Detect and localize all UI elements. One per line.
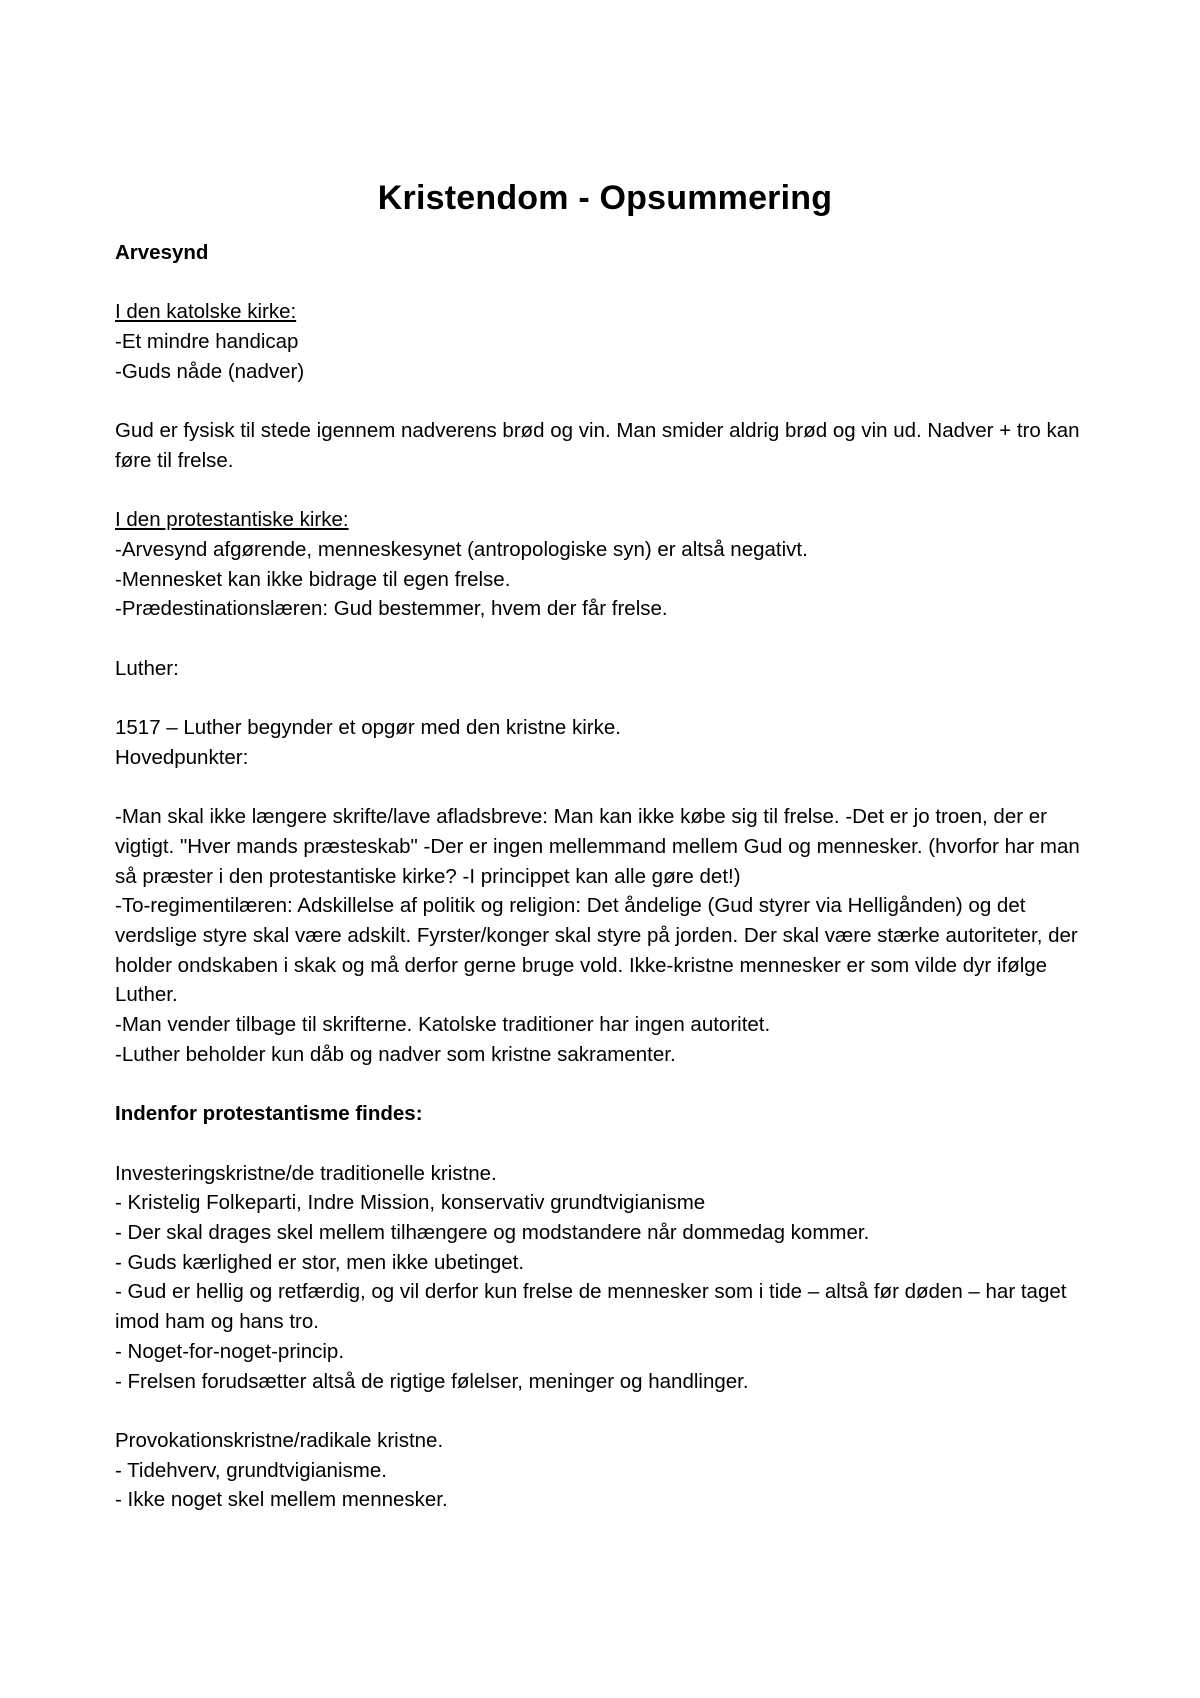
provokation-heading: Provokationskristne/radikale kristne.	[115, 1428, 444, 1452]
katolsk-heading: I den katolske kirke:	[115, 300, 297, 324]
luther-heading: Luther:	[115, 656, 179, 680]
katolsk-paragraph: Gud er fysisk til stede igennem nadverens brød og vin. Man smider aldrig brød og vin ud. Nadver + tro kan føre til frelse.	[115, 419, 1080, 472]
list-item: -Mennesket kan ikke bidrage til egen frelse.	[115, 567, 511, 591]
section-heading-arvesynd: Arvesynd	[115, 241, 209, 264]
list-item: - Tidehverv, grundtvigianisme.	[115, 1458, 387, 1482]
list-item: -Arvesynd afgørende, menneskesynet (antropologiske syn) er altså negativt.	[115, 537, 808, 561]
luther-intro: 1517 – Luther begynder et opgør med den kristne kirke.	[115, 716, 621, 740]
list-item: - Noget-for-noget-princip.	[115, 1339, 345, 1363]
spacer	[115, 1129, 1095, 1159]
list-item: - Guds kærlighed er stor, men ikke ubetinget.	[115, 1250, 525, 1274]
luther-point: -Luther beholder kun dåb og nadver som kristne sakramenter.	[115, 1042, 676, 1066]
spacer	[115, 1070, 1095, 1100]
spacer	[115, 773, 1095, 803]
document-page	[115, 176, 1095, 1515]
luther-point: -Man skal ikke længere skrifte/lave afladsbreve: Man kan ikke købe sig til frelse. -Det er jo troen, der er vigtigt. "Hver mands præsteskab" -Der er ingen mellemmand mellem Gud og mennesker. (hvorfor har man så præster i den protestantiske kirke? -I princippet kan alle gøre det!)	[115, 805, 1080, 888]
protestantisk-heading: I den protestantiske kirke:	[115, 508, 349, 532]
spacer	[115, 387, 1095, 417]
list-item: -Guds nåde (nadver)	[115, 359, 305, 383]
page-title: Kristendom - Opsummering	[377, 179, 833, 217]
spacer	[115, 1396, 1095, 1426]
list-item: -Prædestinationslæren: Gud bestemmer, hvem der får frelse.	[115, 597, 668, 621]
list-item: - Ikke noget skel mellem mennesker.	[115, 1488, 448, 1512]
luther-point: -To-regimentilæren: Adskillelse af politik og religion: Det åndelige (Gud styrer via Helligånden) og det verdslige styre skal være adskilt. Fyrster/konger skal styre på jorden. Der skal være stærke autoriteter, der holder ondskaben i skak og må derfor gerne bruge vold. Ikke-kristne mennesker er som vilde dyr ifølge Luther.	[115, 894, 1078, 1007]
list-item: - Frelsen forudsætter altså de rigtige følelser, meninger og handlinger.	[115, 1369, 749, 1393]
list-item: - Gud er hellig og retfærdig, og vil derfor kun frelse de mennesker som i tide – altså før døden – har taget imod ham og hans tro.	[115, 1280, 1067, 1334]
hovedpunkter-label: Hovedpunkter:	[115, 745, 249, 769]
list-item: - Der skal drages skel mellem tilhængere og modstandere når dommedag kommer.	[115, 1221, 870, 1245]
luther-point: -Man vender tilbage til skrifterne. Katolske traditioner har ingen autoritet.	[115, 1013, 771, 1037]
spacer	[115, 268, 1095, 298]
list-item: - Kristelig Folkeparti, Indre Mission, konservativ grundtvigianisme	[115, 1191, 706, 1215]
investering-heading: Investeringskristne/de traditionelle kristne.	[115, 1161, 497, 1185]
spacer	[115, 683, 1095, 713]
spacer	[115, 476, 1095, 506]
indenfor-heading: Indenfor protestantisme findes:	[115, 1102, 423, 1126]
spacer	[115, 624, 1095, 654]
list-item: -Et mindre handicap	[115, 330, 299, 354]
